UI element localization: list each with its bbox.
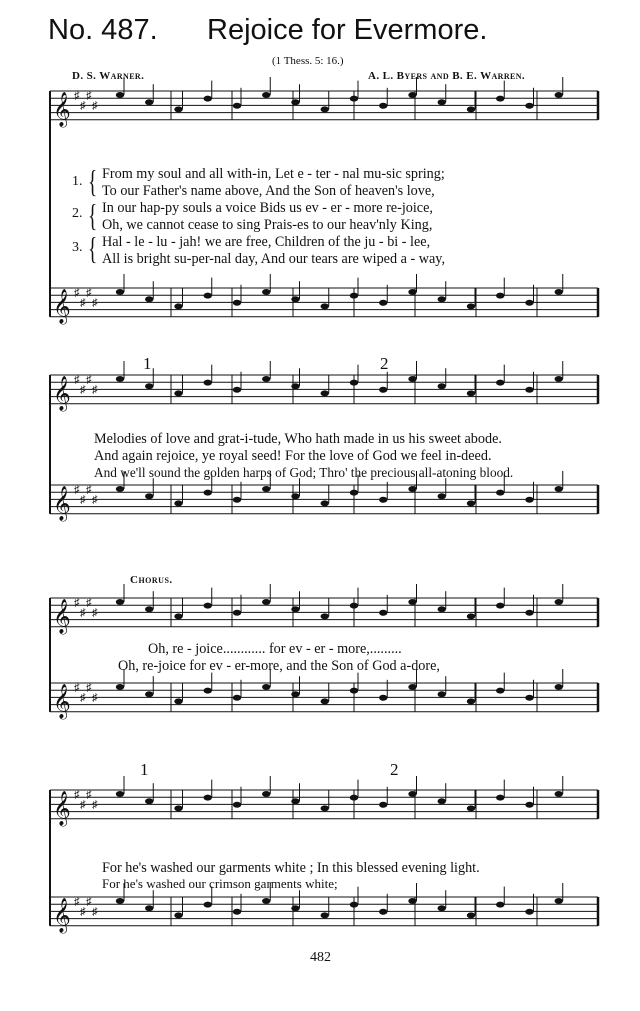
sharp-icon: ♯: [80, 607, 86, 619]
sharp-icon: ♯: [92, 607, 98, 619]
notehead: [350, 603, 358, 609]
notehead: [467, 500, 475, 506]
notehead: [379, 802, 387, 808]
sharp-icon: ♯: [74, 374, 80, 386]
lyricist-credit: D. S. Warner.: [72, 70, 145, 82]
clef-icon: 𝄞: [53, 486, 71, 521]
notehead: [379, 497, 387, 503]
notehead: [408, 684, 416, 690]
sharp-icon: ♯: [80, 692, 86, 704]
notehead: [496, 902, 504, 908]
notehead: [525, 610, 533, 616]
notehead: [496, 380, 504, 386]
notehead: [291, 383, 299, 389]
notehead: [145, 905, 153, 911]
sharp-icon: ♯: [86, 484, 92, 496]
notehead: [379, 909, 387, 915]
notehead: [438, 383, 446, 389]
sharp-icon: ♯: [92, 297, 98, 309]
notehead: [262, 599, 270, 605]
notehead: [496, 96, 504, 102]
notehead: [204, 902, 212, 908]
notehead: [174, 912, 182, 918]
notehead: [467, 912, 475, 918]
notehead: [438, 296, 446, 302]
hymn-title: Rejoice for Evermore.: [207, 14, 488, 46]
verse-brace: {: [88, 163, 98, 199]
notehead: [291, 296, 299, 302]
notehead: [438, 99, 446, 105]
lyric-line: For he's washed our crimson garments white;: [102, 876, 338, 891]
notehead: [350, 902, 358, 908]
ending-1-label: 1: [140, 760, 149, 779]
notehead: [467, 698, 475, 704]
sharp-icon: ♯: [80, 297, 86, 309]
notehead: [321, 390, 329, 396]
notehead: [262, 376, 270, 382]
composer-credit: A. L. Byers and B. E. Warren.: [368, 70, 526, 82]
lyric-line: For he's washed our garments white ; In this blessed evening light.: [102, 860, 480, 876]
clef-icon: 𝄞: [53, 289, 71, 324]
sharp-icon: ♯: [92, 692, 98, 704]
sharp-icon: ♯: [86, 287, 92, 299]
sharp-icon: ♯: [74, 90, 80, 102]
notehead: [204, 795, 212, 801]
sharp-icon: ♯: [86, 682, 92, 694]
notehead: [496, 603, 504, 609]
notehead: [496, 293, 504, 299]
notehead: [145, 99, 153, 105]
sharp-icon: ♯: [92, 100, 98, 112]
notehead: [496, 688, 504, 694]
sharp-icon: ♯: [80, 494, 86, 506]
notehead: [555, 289, 563, 295]
notehead: [438, 905, 446, 911]
notehead: [291, 798, 299, 804]
notehead: [233, 497, 241, 503]
notehead: [291, 606, 299, 612]
lyric-line: Hal - le - lu - jah! we are free, Children of the ju - bi - lee,: [102, 234, 431, 250]
notehead: [174, 390, 182, 396]
notehead: [496, 490, 504, 496]
notehead: [233, 909, 241, 915]
notehead: [408, 92, 416, 98]
notehead: [204, 603, 212, 609]
notehead: [174, 500, 182, 506]
notehead: [321, 805, 329, 811]
lyric-line: Oh, re-joice for ev - er-more, and the Son of God a-dore,: [118, 658, 440, 674]
notehead: [174, 805, 182, 811]
notehead: [291, 493, 299, 499]
sharp-icon: ♯: [86, 896, 92, 908]
notehead: [145, 493, 153, 499]
sharp-icon: ♯: [74, 597, 80, 609]
sharp-icon: ♯: [74, 484, 80, 496]
notehead: [467, 303, 475, 309]
sharp-icon: ♯: [74, 896, 80, 908]
sharp-icon: ♯: [74, 287, 80, 299]
notehead: [116, 898, 124, 904]
notehead: [116, 289, 124, 295]
notehead: [555, 898, 563, 904]
notehead: [233, 103, 241, 109]
notehead: [350, 293, 358, 299]
sharp-icon: ♯: [86, 374, 92, 386]
notehead: [204, 96, 212, 102]
notehead: [350, 795, 358, 801]
notehead: [233, 695, 241, 701]
notehead: [145, 296, 153, 302]
sharp-icon: ♯: [80, 100, 86, 112]
notehead: [321, 698, 329, 704]
notehead: [438, 493, 446, 499]
clef-icon: 𝄞: [53, 92, 71, 127]
notehead: [350, 96, 358, 102]
hymn-number: No. 487.: [48, 14, 158, 46]
notehead: [379, 300, 387, 306]
notehead: [321, 500, 329, 506]
notehead: [525, 802, 533, 808]
notehead: [467, 390, 475, 396]
notehead: [525, 695, 533, 701]
notehead: [555, 684, 563, 690]
ending-2-label: 2: [390, 760, 399, 779]
notehead: [408, 486, 416, 492]
notehead: [174, 106, 182, 112]
notehead: [467, 106, 475, 112]
notehead: [262, 791, 270, 797]
ending-1-label: 1: [143, 354, 152, 373]
clef-icon: 𝄞: [53, 599, 71, 634]
notehead: [262, 289, 270, 295]
notehead: [233, 610, 241, 616]
notehead: [467, 805, 475, 811]
clef-icon: 𝄞: [53, 684, 71, 719]
notehead: [204, 490, 212, 496]
notehead: [350, 490, 358, 496]
notehead: [204, 380, 212, 386]
notehead: [145, 691, 153, 697]
verse-brace: {: [88, 197, 98, 233]
notehead: [525, 300, 533, 306]
lyric-line: In our hap-py souls a voice Bids us ev - er - more re-joice,: [102, 200, 433, 216]
lyric-line: To our Father's name above, And the Son of heaven's love,: [102, 183, 435, 199]
notehead: [116, 486, 124, 492]
notehead: [525, 387, 533, 393]
verse-number-2: 2.: [72, 206, 83, 221]
notehead: [291, 691, 299, 697]
notehead: [379, 387, 387, 393]
notehead: [145, 383, 153, 389]
notehead: [145, 798, 153, 804]
lyric-line: And we'll sound the golden harps of God; Thro' the precious all-atoning blood.: [94, 465, 514, 480]
sharp-icon: ♯: [80, 384, 86, 396]
notehead: [408, 289, 416, 295]
scripture-reference: (1 Thess. 5: 16.): [272, 55, 344, 67]
page-number: 482: [310, 950, 331, 965]
notehead: [408, 599, 416, 605]
notehead: [321, 303, 329, 309]
notehead: [438, 606, 446, 612]
notehead: [321, 106, 329, 112]
sharp-icon: ♯: [92, 384, 98, 396]
notehead: [233, 387, 241, 393]
lyric-line: And again rejoice, ye royal seed! For the love of God we feel in-deed.: [94, 448, 492, 464]
sharp-icon: ♯: [86, 597, 92, 609]
notehead: [379, 610, 387, 616]
notehead: [291, 99, 299, 105]
notehead: [467, 613, 475, 619]
sharp-icon: ♯: [80, 799, 86, 811]
sharp-icon: ♯: [86, 789, 92, 801]
notehead: [116, 376, 124, 382]
ending-2-label: 2: [380, 354, 389, 373]
notehead: [350, 380, 358, 386]
notehead: [262, 684, 270, 690]
notehead: [233, 802, 241, 808]
notehead: [262, 92, 270, 98]
notehead: [408, 791, 416, 797]
clef-icon: 𝄞: [53, 898, 71, 933]
notehead: [496, 795, 504, 801]
notehead: [116, 599, 124, 605]
notehead: [379, 103, 387, 109]
sharp-icon: ♯: [92, 494, 98, 506]
verse-brace: {: [88, 230, 98, 266]
sharp-icon: ♯: [74, 682, 80, 694]
lyric-line: Oh, re - joice............ for ev - er - more,.........: [148, 641, 402, 657]
notehead: [408, 376, 416, 382]
lyric-line: Melodies of love and grat-i-tude, Who hath made in us his sweet abode.: [94, 431, 502, 447]
notehead: [555, 486, 563, 492]
notehead: [438, 798, 446, 804]
notehead: [438, 691, 446, 697]
notehead: [350, 688, 358, 694]
notehead: [291, 905, 299, 911]
notehead: [145, 606, 153, 612]
sharp-icon: ♯: [86, 90, 92, 102]
notehead: [204, 688, 212, 694]
notehead: [525, 103, 533, 109]
notehead: [116, 684, 124, 690]
verse-number-1: 1.: [72, 174, 83, 189]
notehead: [262, 486, 270, 492]
lyric-line: All is bright su-per-nal day, And our tears are wiped a - way,: [102, 251, 445, 267]
clef-icon: 𝄞: [53, 791, 71, 826]
notehead: [321, 912, 329, 918]
notehead: [116, 92, 124, 98]
notehead: [116, 791, 124, 797]
notehead: [174, 303, 182, 309]
clef-icon: 𝄞: [53, 376, 71, 411]
notehead: [555, 376, 563, 382]
sharp-icon: ♯: [92, 799, 98, 811]
sharp-icon: ♯: [80, 906, 86, 918]
notehead: [408, 898, 416, 904]
notehead: [525, 497, 533, 503]
notehead: [525, 909, 533, 915]
notehead: [233, 300, 241, 306]
sharp-icon: ♯: [92, 906, 98, 918]
sharp-icon: ♯: [74, 789, 80, 801]
lyric-line: From my soul and all with-in, Let e - ter - nal mu-sic spring;: [102, 166, 445, 182]
notehead: [555, 92, 563, 98]
notehead: [174, 698, 182, 704]
chorus-label: Chorus.: [130, 574, 173, 586]
notehead: [379, 695, 387, 701]
notehead: [262, 898, 270, 904]
notehead: [555, 791, 563, 797]
notehead: [174, 613, 182, 619]
lyric-line: Oh, we cannot cease to sing Prais-es to our heav'nly King,: [102, 217, 433, 233]
notehead: [555, 599, 563, 605]
verse-number-3: 3.: [72, 240, 83, 255]
notehead: [204, 293, 212, 299]
notehead: [321, 613, 329, 619]
